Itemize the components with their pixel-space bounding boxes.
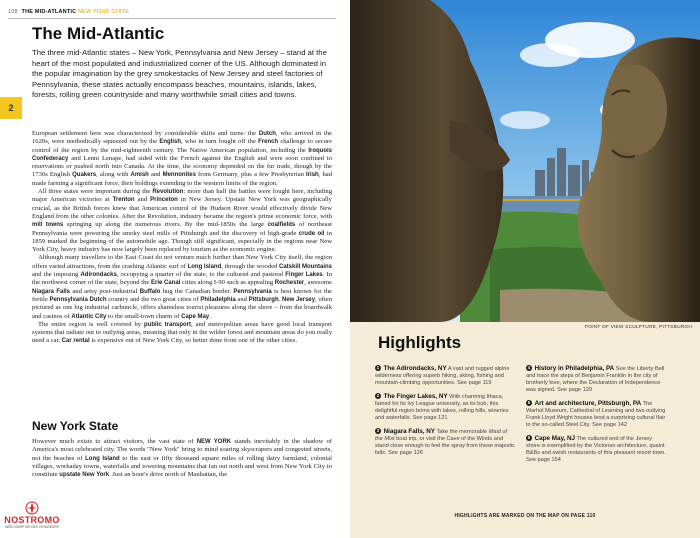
keyword: Revolution — [152, 189, 184, 196]
keyword: Princeton — [150, 197, 178, 204]
body-paragraph: European settlement here was characterized by considerable shifts and turns: the Dutch, who arrived in the 1620s, were methodically squeezed out by the English, who in turn fought off the French challenge to secure control of the region by the mid-eighteenth century. The Native American population, including the Iroquois Confederacy and Lenni Lenape, had sided with the French against the English and were soon confined to reservations or pushed north into Canada. At the time, the economy depended on the fur trade, though by the 1730s English Quakers, along with Amish and Mennonites from Germany, plus a few Presbyterian Irish, had made farming a significant force, their holdings extending to the western limits of the region. — [32, 130, 332, 187]
highlight-title: Niagara Falls, NY — [383, 428, 436, 435]
highlight-item — [375, 428, 515, 457]
keyword: Erie Canal — [150, 280, 181, 287]
highlight-title: Art and architecture, Pittsburgh, PA — [534, 400, 642, 407]
section-body-text — [32, 438, 332, 479]
body-paragraph: All three states were important during the Revolution: more than half the battles were fought here, including major American victories at Trenton and Princeton in New Jersey. Upstate New York was geographically crucial, as the British forces knew that American control of the Hudson River would effectively divide New England from the other colonies. After the Revolution, industry became the region's prime economic force, with mill towns springing up along the numerous rivers. By the mid-1850s the large coalfields of northeast Pennsylvania were powering the smoky steel mills of Pittsburgh and the discovery of high-grade crude oil in 1859 marked the beginning of the automobile age. Though still significant, especially in the regions near New York City, heavy industry has now largely been replaced by tourism as the economic engine. — [32, 188, 332, 254]
compass-logo-icon — [23, 501, 41, 515]
highlight-item — [526, 435, 666, 464]
header-rule — [8, 18, 336, 19]
body-paragraph: The entire region is well covered by public transport, and metropolitan areas have good local transport systems that radiate out to outlying areas, meaning that only in the wilder forest and mountain areas do you really need a car. Car rental is expensive out of New York City, so better done from one of the other cities. — [32, 320, 332, 345]
keyword: mill towns — [32, 222, 64, 229]
body-paragraph: Although many travellers to the East Coast do not venture much further than New York City itself, the region offers varied attractions, from the crashing Atlantic surf of Long Island, through the wooded Catskill Mountains and the imposing Adirondacks, occupying a quarter of the state, to the cultured and pastoral Finger Lakes. In the northwest corner of the state, beyond the Erie Canal cities along I-90 such as appealing Rochester, awesome Niagara Falls and artsy post-industrial Buffalo hug the Canadian border. Pennsylvania is best known for the fertile Pennsylvania Dutch country and the two great cities of Philadelphia and Pittsburgh. New Jersey, often pictured as one big industrial carbuncle, offers shameless tourist pleasures along the shore – from the boardwalk and casinos of Atlantic City to the small-town charm of Cape May. — [32, 254, 333, 320]
highlight-page-ref: See page 126 — [388, 450, 423, 456]
chapter-tab: 2 — [0, 97, 22, 119]
highlight-item — [526, 365, 666, 394]
keyword: Philadelphia — [200, 296, 236, 303]
keyword: Dutch — [258, 131, 276, 137]
highlight-item — [375, 365, 515, 387]
chapter-title: The Mid-Atlantic — [32, 24, 165, 43]
keyword: NEW YORK — [196, 439, 232, 445]
keyword: Irish — [306, 172, 319, 179]
keyword: Car rental — [61, 338, 90, 345]
keyword: Mennonites — [162, 172, 196, 179]
highlight-italic-text: Maid of the Mist — [375, 429, 508, 442]
keyword: Pennsylvania — [233, 288, 272, 295]
section-heading: New York State — [32, 419, 119, 433]
highlight-title: Cape May, NJ — [534, 435, 576, 442]
keyword: Adirondacks — [80, 272, 117, 279]
keyword: upstate New York — [59, 472, 110, 479]
keyword: Long Island — [187, 263, 222, 270]
highlight-text: See the Liberty Bell and trace the steps of Benjamin Franklin in the city of brotherly love, where the Declaration of Independence was signed. — [526, 366, 665, 393]
watermark-logo — [3, 500, 61, 534]
highlight-page-ref: See page 121 — [412, 415, 448, 421]
keyword: Amish — [130, 172, 149, 179]
sculpture-photo — [350, 0, 700, 322]
keyword: Iroquois Confederacy — [32, 147, 332, 162]
keyword: Niagara Falls — [32, 288, 71, 295]
highlight-text: A vast and rugged alpine wilderness offering superb hiking, skiing, fishing and mountain-climbing opportunities. — [375, 366, 510, 386]
keyword: Rochester — [274, 280, 305, 287]
highlight-number: 5 — [527, 400, 531, 405]
keyword: New Jersey — [282, 296, 316, 303]
photo-caption: POINT OF VIEW SCULPTURE, PITTSBURGH — [584, 325, 692, 330]
body-text — [32, 130, 332, 346]
keyword: Catskill Mountains — [279, 263, 333, 270]
running-head — [8, 9, 129, 15]
running-head-section: THE MID-ATLANTIC — [21, 9, 77, 15]
highlight-text: The cultured end of the Jersey shore is exemplified by the Victorian architecture, quaint B&Bs and swish restaurants of this pleasant resort town. — [526, 436, 666, 456]
highlight-text-continued: boat trip, or visit the Cave of the Winds and stand close enough to feel the spray from these majestic falls. — [375, 436, 515, 456]
keyword: coalfields — [267, 222, 296, 229]
keyword: English — [159, 139, 182, 146]
highlight-number: 6 — [527, 435, 531, 440]
highlight-number: 4 — [527, 365, 531, 370]
chapter-intro: The three mid-Atlantic states – New York, Pennsylvania and New Jersey – stand at the heart of the most populated and industrialized corner of the US. Although dominated in the popular imagination by the grey smokestacks of New Jersey and steel factories of Pennsylvania, these states actually encompass beaches, mountains, islands, lakes, forests, rolling green countryside and many worthwhile small cities and towns. — [32, 48, 327, 100]
right-page — [350, 0, 700, 538]
keyword: French — [258, 139, 279, 146]
highlight-page-ref: See page 154 — [526, 457, 561, 463]
keyword: Buffalo — [139, 288, 161, 295]
body-paragraph: However much exists to attract visitors, the vast state of NEW YORK stands inevitably in the shadow of America's most celebrated city. The words "New York" bring to mind soaring skyscrapers and congested streets, not the beaches of Long Island to the east or fifty thousand square miles of rolling dairy farmland, colonial villages, workaday towns, waterfalls and towering mountains that fan out north and west from New York City to constitute upstate New York. Just an hour's drive north of Manhattan, the — [32, 438, 333, 479]
keyword: Finger Lakes — [285, 272, 323, 279]
highlight-text: The Warhol Museum, Cathedral of Learning and two outlying Frank Lloyd Wright houses lend a surprising cultural flair to the so-called Steel City. — [526, 401, 666, 428]
logo-tagline: WEB COMPTOIR DES VOYAGEURS — [5, 525, 59, 529]
highlight-number: 3 — [376, 428, 380, 433]
running-head-subsection: NEW YORK STATE — [77, 9, 130, 15]
highlights-title: Highlights — [378, 333, 462, 352]
highlight-title: The Finger Lakes, NY — [383, 393, 448, 400]
highlight-title: History in Philadelphia, PA — [534, 365, 615, 372]
keyword: Pittsburgh — [248, 296, 279, 303]
highlight-text: With charming Ithaca, famed for its Ivy League university, as its hub, this delightful region brims with lakes, rolling hills, wineries and waterfalls. — [375, 394, 509, 421]
highlight-item — [526, 400, 666, 429]
highlight-number: 1 — [376, 365, 380, 370]
highlights-column-right — [526, 365, 666, 470]
keyword: Pennsylvania Dutch — [49, 296, 107, 303]
highlight-page-ref: See page 119 — [457, 380, 492, 386]
keyword: Long Island — [85, 455, 120, 462]
logo-name: NOSTROMO — [4, 515, 60, 525]
keyword: crude oil — [298, 230, 325, 237]
keyword: Atlantic City — [71, 313, 107, 320]
page-number: 108 — [8, 9, 18, 15]
keyword: public transport — [144, 321, 191, 328]
highlight-number: 2 — [376, 393, 380, 398]
highlights-column-left — [375, 365, 515, 463]
highlight-page-ref: See page 129 — [557, 387, 592, 393]
highlight-text: Take the memorable — [435, 429, 489, 435]
highlight-item — [375, 393, 515, 422]
keyword: Cape May — [181, 313, 210, 320]
highlight-title: The Adirondacks, NY — [383, 365, 447, 372]
highlight-page-ref: See page 142 — [592, 422, 627, 428]
map-reference-footer: HIGHLIGHTS ARE MARKED ON THE MAP ON PAGE 110 — [454, 513, 596, 519]
keyword: Trenton — [112, 197, 135, 204]
keyword: Quakers — [72, 172, 97, 179]
